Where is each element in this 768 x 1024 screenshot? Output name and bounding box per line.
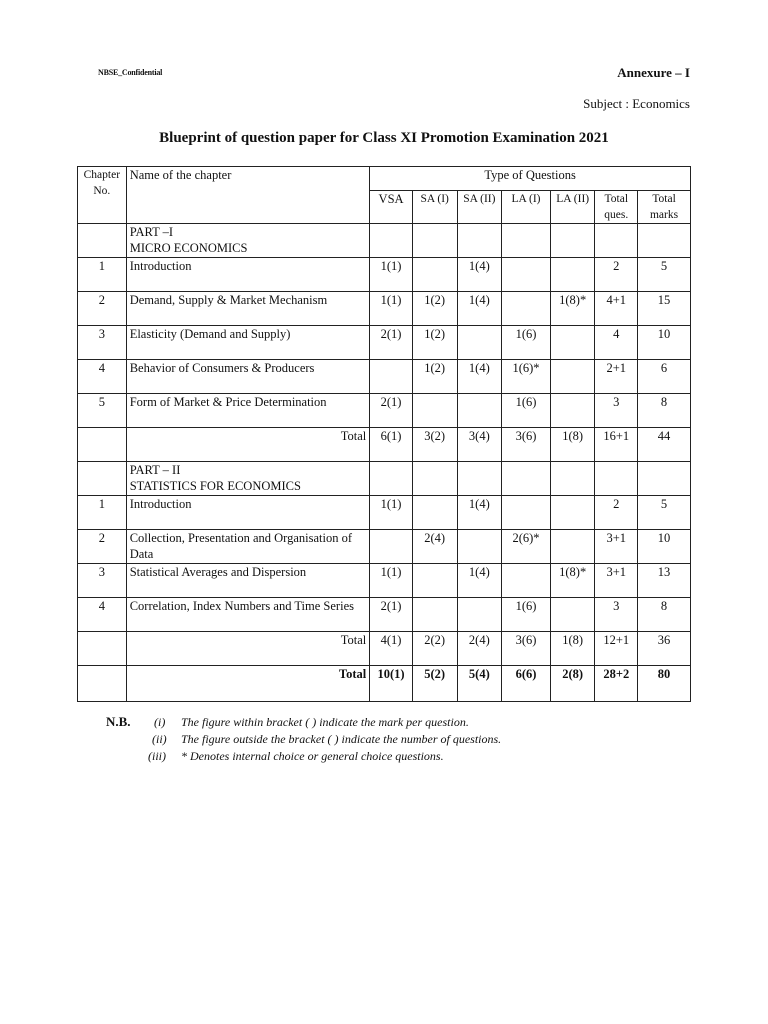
- table-cell: 3+1: [595, 564, 638, 598]
- table-cell: 3: [595, 394, 638, 428]
- table-cell: 2: [595, 496, 638, 530]
- total-cell: 44: [638, 428, 691, 462]
- table-cell: 1(4): [457, 258, 502, 292]
- chapter-name: Correlation, Index Numbers and Time Series: [126, 598, 370, 632]
- table-cell: [457, 326, 502, 360]
- note-text: * Denotes internal choice or general choice questions.: [181, 749, 444, 763]
- table-cell: 8: [638, 598, 691, 632]
- table-cell: 1(6): [502, 326, 551, 360]
- total-cell: 1(8): [550, 428, 595, 462]
- chapter-name: Introduction: [126, 496, 370, 530]
- chapter-no: 1: [78, 258, 127, 292]
- table-cell: 10: [638, 530, 691, 564]
- table-row: [78, 360, 691, 394]
- chapter-name: Form of Market & Price Determination: [126, 394, 370, 428]
- table-cell: [550, 496, 595, 530]
- table-cell: [550, 394, 595, 428]
- table-cell: 5: [638, 496, 691, 530]
- table-cell: [412, 598, 457, 632]
- part2-line1: PART – II: [129, 463, 181, 477]
- table-cell: 2: [595, 258, 638, 292]
- header-col: Total ques.: [595, 191, 638, 224]
- table-cell: 1(2): [412, 360, 457, 394]
- table-cell: 1(1): [370, 496, 413, 530]
- table-cell: [457, 598, 502, 632]
- chapter-no: 4: [78, 360, 127, 394]
- table-cell: 1(1): [370, 564, 413, 598]
- header-col: LA (I): [502, 191, 551, 224]
- note-number: (i): [154, 715, 166, 729]
- total-cell: 6(6): [502, 666, 551, 702]
- total-label: Total: [126, 428, 370, 462]
- note-text: The figure outside the bracket ( ) indicate the number of questions.: [181, 732, 502, 746]
- chapter-name: Behavior of Consumers & Producers: [126, 360, 370, 394]
- table-cell: [412, 496, 457, 530]
- note-number: (iii): [148, 749, 166, 763]
- total-cell: 80: [638, 666, 691, 702]
- chapter-name: Introduction: [126, 258, 370, 292]
- part1-total-row: [78, 428, 691, 462]
- table-cell: [502, 564, 551, 598]
- table-cell: 2(1): [370, 394, 413, 428]
- table-cell: 1(8)*: [550, 564, 595, 598]
- part1-line1: PART –I: [129, 225, 174, 239]
- total-cell: 10(1): [370, 666, 413, 702]
- header-col: SA (I): [412, 191, 457, 224]
- table-cell: 1(2): [412, 326, 457, 360]
- table-row: [78, 598, 691, 632]
- header-col: SA (II): [457, 191, 502, 224]
- grand-total-row: [78, 666, 691, 702]
- table-cell: [550, 360, 595, 394]
- table-cell: 15: [638, 292, 691, 326]
- table-cell: 4: [595, 326, 638, 360]
- part1-heading: [126, 224, 370, 258]
- total-cell: 3(6): [502, 632, 551, 666]
- table-cell: [550, 258, 595, 292]
- table-cell: 10: [638, 326, 691, 360]
- table-row: [78, 292, 691, 326]
- table-cell: 2(1): [370, 598, 413, 632]
- total-cell: 4(1): [370, 632, 413, 666]
- total-cell: 1(8): [550, 632, 595, 666]
- header-col: Total marks: [638, 191, 691, 224]
- table-cell: 2+1: [595, 360, 638, 394]
- table-cell: 2(6)*: [502, 530, 551, 564]
- notes-label: N.B.: [106, 714, 131, 729]
- header-chapter-no: Chapter No.: [78, 167, 127, 224]
- table-cell: [550, 326, 595, 360]
- table-row: [78, 326, 691, 360]
- table-cell: [502, 496, 551, 530]
- table-cell: 1(4): [457, 564, 502, 598]
- table-cell: 1(6)*: [502, 360, 551, 394]
- total-cell: 12+1: [595, 632, 638, 666]
- table-cell: 1(2): [412, 292, 457, 326]
- blueprint-table: [77, 166, 691, 702]
- table-cell: [412, 394, 457, 428]
- table-row: [78, 394, 691, 428]
- table-cell: 8: [638, 394, 691, 428]
- table-cell: 1(1): [370, 258, 413, 292]
- chapter-name: Statistical Averages and Dispersion: [126, 564, 370, 598]
- table-row: [78, 258, 691, 292]
- table-cell: 13: [638, 564, 691, 598]
- total-cell: 3(6): [502, 428, 551, 462]
- table-cell: 5: [638, 258, 691, 292]
- table-cell: [550, 530, 595, 564]
- total-cell: 5(4): [457, 666, 502, 702]
- table-cell: [457, 394, 502, 428]
- total-cell: 2(2): [412, 632, 457, 666]
- header-chapter-name: Name of the chapter: [126, 167, 370, 224]
- table-cell: [370, 530, 413, 564]
- table-cell: 1(4): [457, 496, 502, 530]
- table-cell: [502, 292, 551, 326]
- chapter-no: 1: [78, 496, 127, 530]
- table-cell: [370, 360, 413, 394]
- table-cell: 1(6): [502, 598, 551, 632]
- table-cell: [502, 258, 551, 292]
- table-cell: 2(4): [412, 530, 457, 564]
- total-cell: 2(4): [457, 632, 502, 666]
- chapter-no: 3: [78, 326, 127, 360]
- table-cell: [412, 564, 457, 598]
- chapter-name: Demand, Supply & Market Mechanism: [126, 292, 370, 326]
- total-cell: 16+1: [595, 428, 638, 462]
- chapter-no: 2: [78, 530, 127, 564]
- annexure-label: Annexure – I: [617, 65, 690, 80]
- note-number: (ii): [152, 732, 167, 746]
- chapter-no: 5: [78, 394, 127, 428]
- part2-line2: STATISTICS FOR ECONOMICS: [129, 479, 301, 493]
- table-cell: 1(4): [457, 292, 502, 326]
- table-cell: 1(6): [502, 394, 551, 428]
- subject-label: Subject : Economics: [583, 96, 690, 111]
- table-row: [78, 496, 691, 530]
- note-text: The figure within bracket ( ) indicate the mark per question.: [181, 715, 469, 729]
- part2-total-row: [78, 632, 691, 666]
- total-cell: 3(4): [457, 428, 502, 462]
- chapter-name: Elasticity (Demand and Supply): [126, 326, 370, 360]
- chapter-no: 3: [78, 564, 127, 598]
- table-cell: [457, 530, 502, 564]
- table-row: [78, 530, 691, 564]
- table-cell: 3: [595, 598, 638, 632]
- total-cell: 2(8): [550, 666, 595, 702]
- table-cell: 1(4): [457, 360, 502, 394]
- table-row: [78, 564, 691, 598]
- total-cell: 3(2): [412, 428, 457, 462]
- table-cell: 6: [638, 360, 691, 394]
- document-title: Blueprint of question paper for Class XI Promotion Examination 2021: [159, 130, 609, 146]
- header-col: LA (II): [550, 191, 595, 224]
- header-type-of-questions: Type of Questions: [370, 167, 691, 191]
- total-label: Total: [126, 666, 370, 702]
- table-cell: 2(1): [370, 326, 413, 360]
- total-cell: 36: [638, 632, 691, 666]
- total-cell: 5(2): [412, 666, 457, 702]
- part1-line2: MICRO ECONOMICS: [129, 241, 248, 255]
- chapter-name: Collection, Presentation and Organisation of Data: [126, 530, 370, 564]
- table-cell: 1(8)*: [550, 292, 595, 326]
- table-cell: 1(1): [370, 292, 413, 326]
- chapter-no: 4: [78, 598, 127, 632]
- header-col: VSA: [370, 191, 413, 224]
- total-cell: 28+2: [595, 666, 638, 702]
- total-cell: 6(1): [370, 428, 413, 462]
- total-label: Total: [126, 632, 370, 666]
- part2-heading: [126, 462, 370, 496]
- table-cell: [412, 258, 457, 292]
- table-cell: 3+1: [595, 530, 638, 564]
- table-cell: [550, 598, 595, 632]
- table-cell: 4+1: [595, 292, 638, 326]
- confidential-label: NBSE_Confidential: [98, 68, 163, 77]
- chapter-no: 2: [78, 292, 127, 326]
